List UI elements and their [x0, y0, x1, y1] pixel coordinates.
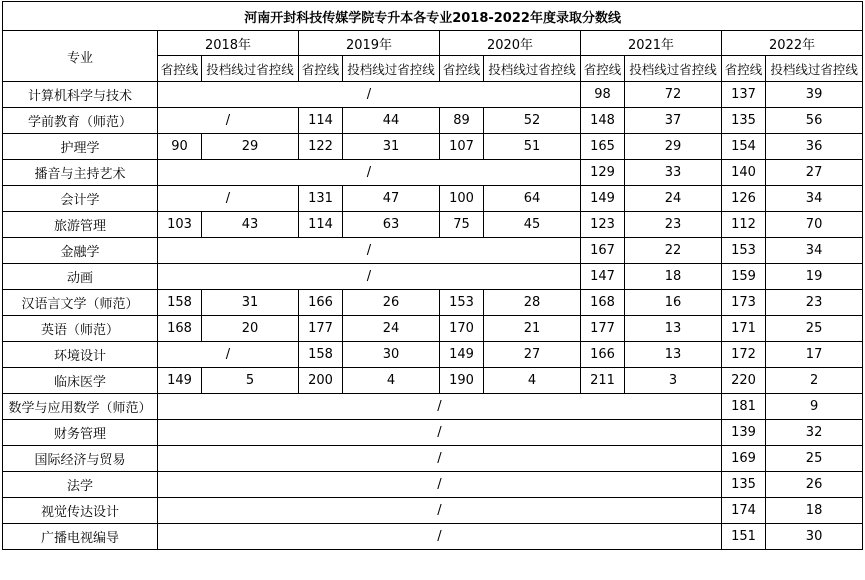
score-cell: 20 — [202, 316, 299, 342]
score-cell: 4 — [484, 368, 581, 394]
not-applicable-cell: / — [158, 264, 581, 290]
score-cell: 211 — [581, 368, 625, 394]
score-cell: 103 — [158, 212, 202, 238]
major-name: 临床医学 — [3, 368, 158, 394]
score-cell: 107 — [440, 134, 484, 160]
score-cell: 22 — [625, 238, 722, 264]
sub-header-control-line: 省控线 — [722, 56, 766, 82]
major-name: 广播电视编导 — [3, 524, 158, 550]
not-applicable-cell: / — [158, 524, 722, 550]
major-name: 金融学 — [3, 238, 158, 264]
score-cell: 154 — [722, 134, 766, 160]
score-cell: 16 — [625, 290, 722, 316]
score-cell: 18 — [766, 498, 863, 524]
score-cell: 149 — [158, 368, 202, 394]
score-cell: 31 — [343, 134, 440, 160]
score-cell: 13 — [625, 342, 722, 368]
major-name: 英语（师范） — [3, 316, 158, 342]
score-cell: 129 — [581, 160, 625, 186]
not-applicable-cell: / — [158, 342, 299, 368]
score-cell: 64 — [484, 186, 581, 212]
score-cell: 122 — [299, 134, 343, 160]
year-header-2020: 2020年 — [440, 31, 581, 56]
major-name: 护理学 — [3, 134, 158, 160]
score-cell: 123 — [581, 212, 625, 238]
sub-header-control-line: 省控线 — [299, 56, 343, 82]
score-cell: 135 — [722, 472, 766, 498]
not-applicable-cell: / — [158, 186, 299, 212]
score-cell: 27 — [766, 160, 863, 186]
score-cell: 13 — [625, 316, 722, 342]
not-applicable-cell: / — [158, 420, 722, 446]
score-cell: 158 — [299, 342, 343, 368]
not-applicable-cell: / — [158, 446, 722, 472]
score-cell: 126 — [722, 186, 766, 212]
major-name: 法学 — [3, 472, 158, 498]
table-row — [3, 212, 863, 238]
score-cell: 72 — [625, 82, 722, 108]
table-row — [3, 82, 863, 108]
not-applicable-cell: / — [158, 498, 722, 524]
score-cell: 5 — [202, 368, 299, 394]
score-cell: 89 — [440, 108, 484, 134]
score-cell: 2 — [766, 368, 863, 394]
table-title: 河南开封科技传媒学院专升本各专业2018-2022年度录取分数线 — [3, 2, 863, 31]
major-name: 环境设计 — [3, 342, 158, 368]
score-cell: 17 — [766, 342, 863, 368]
score-cell: 190 — [440, 368, 484, 394]
score-cell: 181 — [722, 394, 766, 420]
table-row — [3, 316, 863, 342]
major-name: 计算机科学与技术 — [3, 82, 158, 108]
score-cell: 167 — [581, 238, 625, 264]
score-cell: 47 — [343, 186, 440, 212]
major-name: 旅游管理 — [3, 212, 158, 238]
table-row — [3, 342, 863, 368]
score-cell: 149 — [581, 186, 625, 212]
score-cell: 25 — [766, 316, 863, 342]
score-cell: 98 — [581, 82, 625, 108]
score-cell: 200 — [299, 368, 343, 394]
score-cell: 3 — [625, 368, 722, 394]
table-row — [3, 108, 863, 134]
score-cell: 158 — [158, 290, 202, 316]
score-cell: 43 — [202, 212, 299, 238]
table-row — [3, 394, 863, 420]
score-cell: 24 — [625, 186, 722, 212]
score-cell: 45 — [484, 212, 581, 238]
score-cell: 165 — [581, 134, 625, 160]
score-cell: 151 — [722, 524, 766, 550]
table-row — [3, 134, 863, 160]
table-row — [3, 368, 863, 394]
sub-header-control-line: 省控线 — [158, 56, 202, 82]
not-applicable-cell: / — [158, 82, 581, 108]
not-applicable-cell: / — [158, 160, 581, 186]
score-cell: 34 — [766, 238, 863, 264]
year-header-2021: 2021年 — [581, 31, 722, 56]
score-cell: 173 — [722, 290, 766, 316]
sub-header-above-control: 投档线过省控线 — [766, 56, 863, 82]
major-name: 视觉传达设计 — [3, 498, 158, 524]
score-cell: 100 — [440, 186, 484, 212]
score-cell: 153 — [440, 290, 484, 316]
score-cell: 31 — [202, 290, 299, 316]
score-cell: 39 — [766, 82, 863, 108]
score-cell: 148 — [581, 108, 625, 134]
score-cell: 21 — [484, 316, 581, 342]
admission-score-table — [2, 1, 863, 550]
score-cell: 30 — [343, 342, 440, 368]
score-cell: 149 — [440, 342, 484, 368]
major-name: 汉语言文学（师范） — [3, 290, 158, 316]
table-row — [3, 160, 863, 186]
sub-header-control-line: 省控线 — [440, 56, 484, 82]
score-cell: 140 — [722, 160, 766, 186]
not-applicable-cell: / — [158, 472, 722, 498]
score-cell: 37 — [625, 108, 722, 134]
table-row — [3, 290, 863, 316]
score-cell: 24 — [343, 316, 440, 342]
score-cell: 159 — [722, 264, 766, 290]
score-cell: 131 — [299, 186, 343, 212]
major-header: 专业 — [3, 31, 158, 82]
table-row — [3, 420, 863, 446]
table-row — [3, 238, 863, 264]
score-cell: 25 — [766, 446, 863, 472]
score-cell: 29 — [625, 134, 722, 160]
year-header-2022: 2022年 — [722, 31, 863, 56]
sub-header-above-control: 投档线过省控线 — [484, 56, 581, 82]
score-cell: 90 — [158, 134, 202, 160]
score-cell: 166 — [581, 342, 625, 368]
score-cell: 4 — [343, 368, 440, 394]
score-cell: 112 — [722, 212, 766, 238]
score-cell: 26 — [766, 472, 863, 498]
table-row — [3, 186, 863, 212]
year-header-2018: 2018年 — [158, 31, 299, 56]
table-row — [3, 264, 863, 290]
score-cell: 70 — [766, 212, 863, 238]
score-cell: 168 — [581, 290, 625, 316]
score-cell: 168 — [158, 316, 202, 342]
score-cell: 30 — [766, 524, 863, 550]
score-cell: 32 — [766, 420, 863, 446]
not-applicable-cell: / — [158, 394, 722, 420]
score-cell: 52 — [484, 108, 581, 134]
year-header-2019: 2019年 — [299, 31, 440, 56]
not-applicable-cell: / — [158, 108, 299, 134]
score-cell: 169 — [722, 446, 766, 472]
score-cell: 147 — [581, 264, 625, 290]
table-row — [3, 498, 863, 524]
score-cell: 114 — [299, 108, 343, 134]
score-cell: 135 — [722, 108, 766, 134]
score-cell: 63 — [343, 212, 440, 238]
score-cell: 114 — [299, 212, 343, 238]
score-cell: 220 — [722, 368, 766, 394]
table-row — [3, 524, 863, 550]
score-cell: 29 — [202, 134, 299, 160]
major-name: 播音与主持艺术 — [3, 160, 158, 186]
score-cell: 26 — [343, 290, 440, 316]
sub-header-above-control: 投档线过省控线 — [202, 56, 299, 82]
score-cell: 170 — [440, 316, 484, 342]
score-cell: 153 — [722, 238, 766, 264]
major-name: 财务管理 — [3, 420, 158, 446]
not-applicable-cell: / — [158, 238, 581, 264]
score-cell: 19 — [766, 264, 863, 290]
score-cell: 174 — [722, 498, 766, 524]
score-cell: 9 — [766, 394, 863, 420]
score-cell: 51 — [484, 134, 581, 160]
major-name: 会计学 — [3, 186, 158, 212]
score-cell: 75 — [440, 212, 484, 238]
score-cell: 28 — [484, 290, 581, 316]
score-cell: 34 — [766, 186, 863, 212]
score-cell: 18 — [625, 264, 722, 290]
major-name: 学前教育（师范） — [3, 108, 158, 134]
score-cell: 36 — [766, 134, 863, 160]
major-name: 动画 — [3, 264, 158, 290]
sub-header-above-control: 投档线过省控线 — [625, 56, 722, 82]
score-cell: 56 — [766, 108, 863, 134]
score-cell: 27 — [484, 342, 581, 368]
score-cell: 177 — [299, 316, 343, 342]
score-cell: 172 — [722, 342, 766, 368]
score-cell: 171 — [722, 316, 766, 342]
major-name: 国际经济与贸易 — [3, 446, 158, 472]
sub-header-control-line: 省控线 — [581, 56, 625, 82]
table-row — [3, 446, 863, 472]
score-cell: 177 — [581, 316, 625, 342]
score-cell: 137 — [722, 82, 766, 108]
sub-header-above-control: 投档线过省控线 — [343, 56, 440, 82]
major-name: 数学与应用数学（师范） — [3, 394, 158, 420]
score-cell: 44 — [343, 108, 440, 134]
score-cell: 33 — [625, 160, 722, 186]
score-cell: 23 — [625, 212, 722, 238]
score-cell: 139 — [722, 420, 766, 446]
score-cell: 23 — [766, 290, 863, 316]
score-cell: 166 — [299, 290, 343, 316]
table-row — [3, 472, 863, 498]
